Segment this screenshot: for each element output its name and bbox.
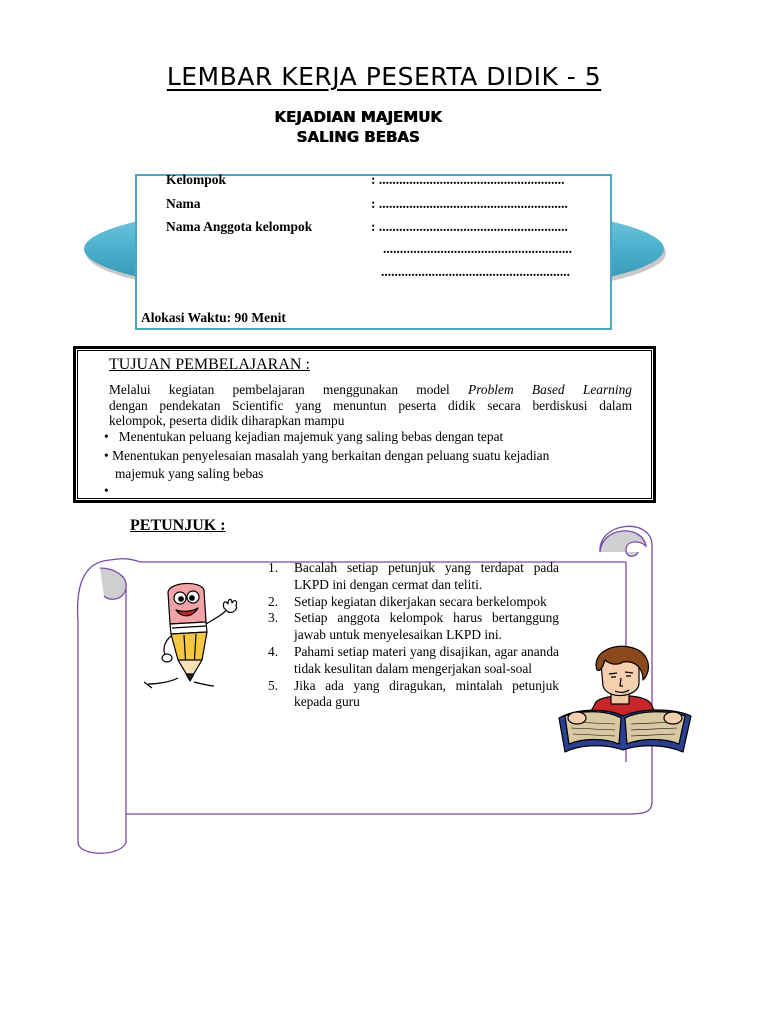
anggota-field-line-2[interactable]: ........................................................ [383,241,572,256]
tujuan-intro-line-3: kelompok, peserta didik diharapkan mampu [109,413,345,428]
page-title [0,62,768,91]
tujuan-title: TUJUAN PEMBELAJARAN : [109,356,310,373]
bullet-icon: • [104,429,109,444]
petunjuk-item-number: 4. [268,643,279,659]
petunjuk-item-number: 1. [268,560,279,575]
petunjuk-title: PETUNJUK : [130,517,226,534]
page-title-text: LEMBAR KERJA PESERTA DIDIK - 5 [166,62,602,91]
kelompok-field[interactable]: : ....................................................... [371,172,565,187]
tujuan-intro-line-1 [109,382,632,397]
petunjuk-item-number: 3. [268,610,279,626]
petunjuk-item-3 [268,610,559,644]
petunjuk-item-text: Setiap kegiatan dikerjakan secara berkelompok [294,593,547,609]
tujuan-bullet-3 [104,482,109,500]
petunjuk-item-number: 2. [268,593,279,609]
bullet-icon: • [104,448,109,463]
bullet-icon: • [104,483,109,498]
petunjuk-item-text: Setiap anggota kelompok harus bertanggung jawab untuk menyelesaikan LKPD ini. [294,610,559,643]
petunjuk-item-1 [268,560,559,594]
anggota-field[interactable]: : ........................................................ [371,219,568,234]
tujuan-intro-pre: Melalui kegiatan pembelajaran menggunakan model [109,382,469,397]
petunjuk-item-text: Jika ada yang diragukan, mintalah petunjuk kepada guru [294,677,559,710]
petunjuk-item-5 [268,678,559,712]
tujuan-bullet-2 [104,447,549,465]
subtitle-line-1: KEJADIAN MAJEMUK [274,108,442,126]
kelompok-label: Kelompok [166,172,227,187]
subtitle-line-2: SALING BEBAS [296,128,420,146]
tujuan-intro-line-2: dengan pendekatan Scientific yang menuntun peserta didik secara berdiskusi dalam [109,398,632,413]
petunjuk-item-2 [268,594,559,611]
tujuan-bullet-2-text: Menentukan penyelesaian masalah yang berkaitan dengan peluang suatu kejadian [112,448,550,463]
petunjuk-item-4 [268,644,559,678]
tujuan-bullet-2-cont: majemuk yang saling bebas [115,466,264,481]
anggota-label: Nama Anggota kelompok [166,219,313,234]
nama-label: Nama [166,196,201,211]
alokasi-waktu: Alokasi Waktu: 90 Menit [141,310,286,325]
boy-reading-book-icon [557,644,695,756]
tujuan-bullet-1-text: Menentukan peluang kejadian majemuk yang saling bebas dengan tepat [118,429,504,444]
nama-field[interactable]: : ........................................................ [371,196,568,211]
tujuan-intro-model: Problem Based Learning [468,382,632,397]
petunjuk-item-text: Pahami setiap materi yang disajikan, agar ananda tidak kesulitan dalam mengerjakan soal-soal [294,643,559,676]
anggota-field-line-3[interactable]: ........................................................ [381,264,570,279]
petunjuk-item-number: 5. [268,677,279,693]
tujuan-bullet-1 [104,428,503,446]
petunjuk-item-text: Bacalah setiap petunjuk yang terdapat pada LKPD ini dengan cermat dan teliti. [294,560,559,592]
petunjuk-list [268,560,559,711]
pencil-mascot-icon [140,578,240,694]
